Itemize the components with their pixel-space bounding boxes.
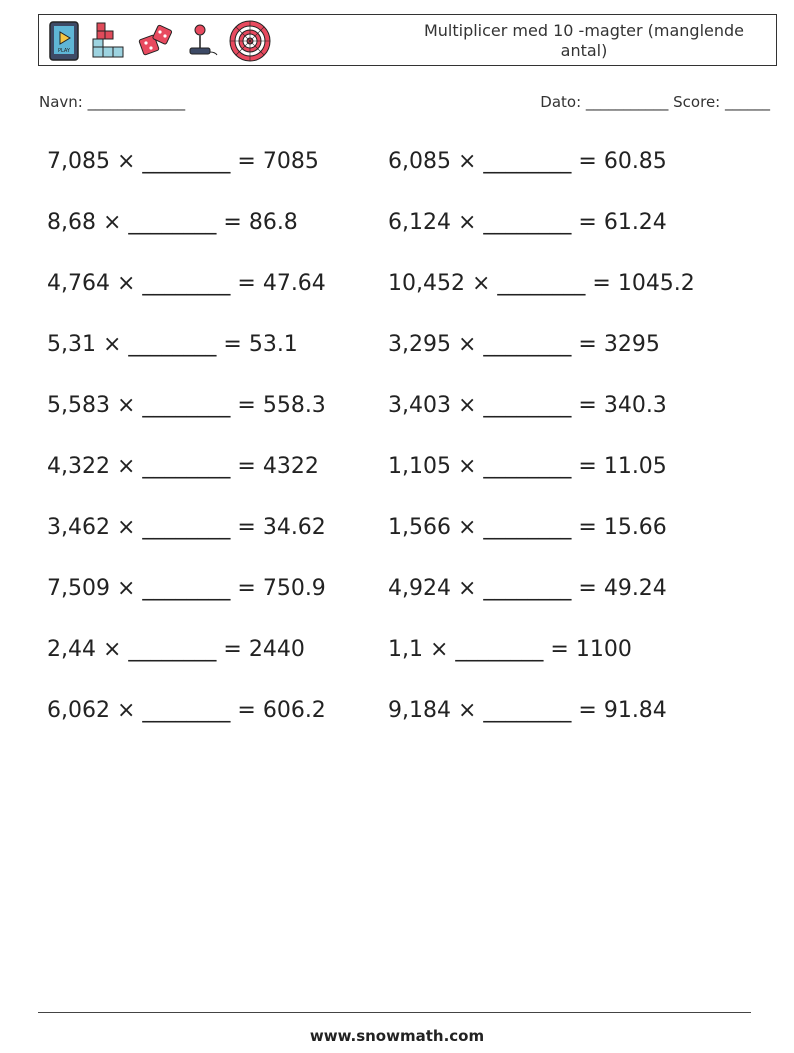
problem-17: 2,44 × ________ = 2440 bbox=[47, 637, 305, 662]
name-field: Navn: _____________ bbox=[39, 93, 186, 111]
problem-7: 5,31 × ________ = 53.1 bbox=[47, 332, 298, 357]
worksheet-title: Multiplicer med 10 -magter (manglende antal) bbox=[423, 21, 745, 60]
problem-13: 3,462 × ________ = 34.62 bbox=[47, 515, 326, 540]
problem-15: 7,509 × ________ = 750.9 bbox=[47, 576, 326, 601]
footer-url: www.snowmath.com bbox=[309, 1027, 485, 1045]
problem-9: 5,583 × ________ = 558.3 bbox=[47, 393, 326, 418]
problem-12: 1,105 × ________ = 11.05 bbox=[388, 454, 667, 479]
problem-6: 10,452 × ________ = 1045.2 bbox=[388, 271, 695, 296]
problem-19: 6,062 × ________ = 606.2 bbox=[47, 698, 326, 723]
problem-5: 4,764 × ________ = 47.64 bbox=[47, 271, 326, 296]
problem-8: 3,295 × ________ = 3295 bbox=[388, 332, 660, 357]
problem-18: 1,1 × ________ = 1100 bbox=[388, 637, 632, 662]
footer-divider bbox=[38, 1012, 751, 1013]
problem-1: 7,085 × ________ = 7085 bbox=[47, 149, 319, 174]
problem-3: 8,68 × ________ = 86.8 bbox=[47, 210, 298, 235]
svg-text:PLAY: PLAY bbox=[57, 48, 71, 54]
problem-14: 1,566 × ________ = 15.66 bbox=[388, 515, 667, 540]
problem-10: 3,403 × ________ = 340.3 bbox=[388, 393, 667, 418]
problem-20: 9,184 × ________ = 91.84 bbox=[388, 698, 667, 723]
problem-11: 4,322 × ________ = 4322 bbox=[47, 454, 319, 479]
date-score-field: Dato: ___________ Score: ______ bbox=[540, 93, 770, 111]
problem-4: 6,124 × ________ = 61.24 bbox=[388, 210, 667, 235]
problem-16: 4,924 × ________ = 49.24 bbox=[388, 576, 667, 601]
problem-2: 6,085 × ________ = 60.85 bbox=[388, 149, 667, 174]
